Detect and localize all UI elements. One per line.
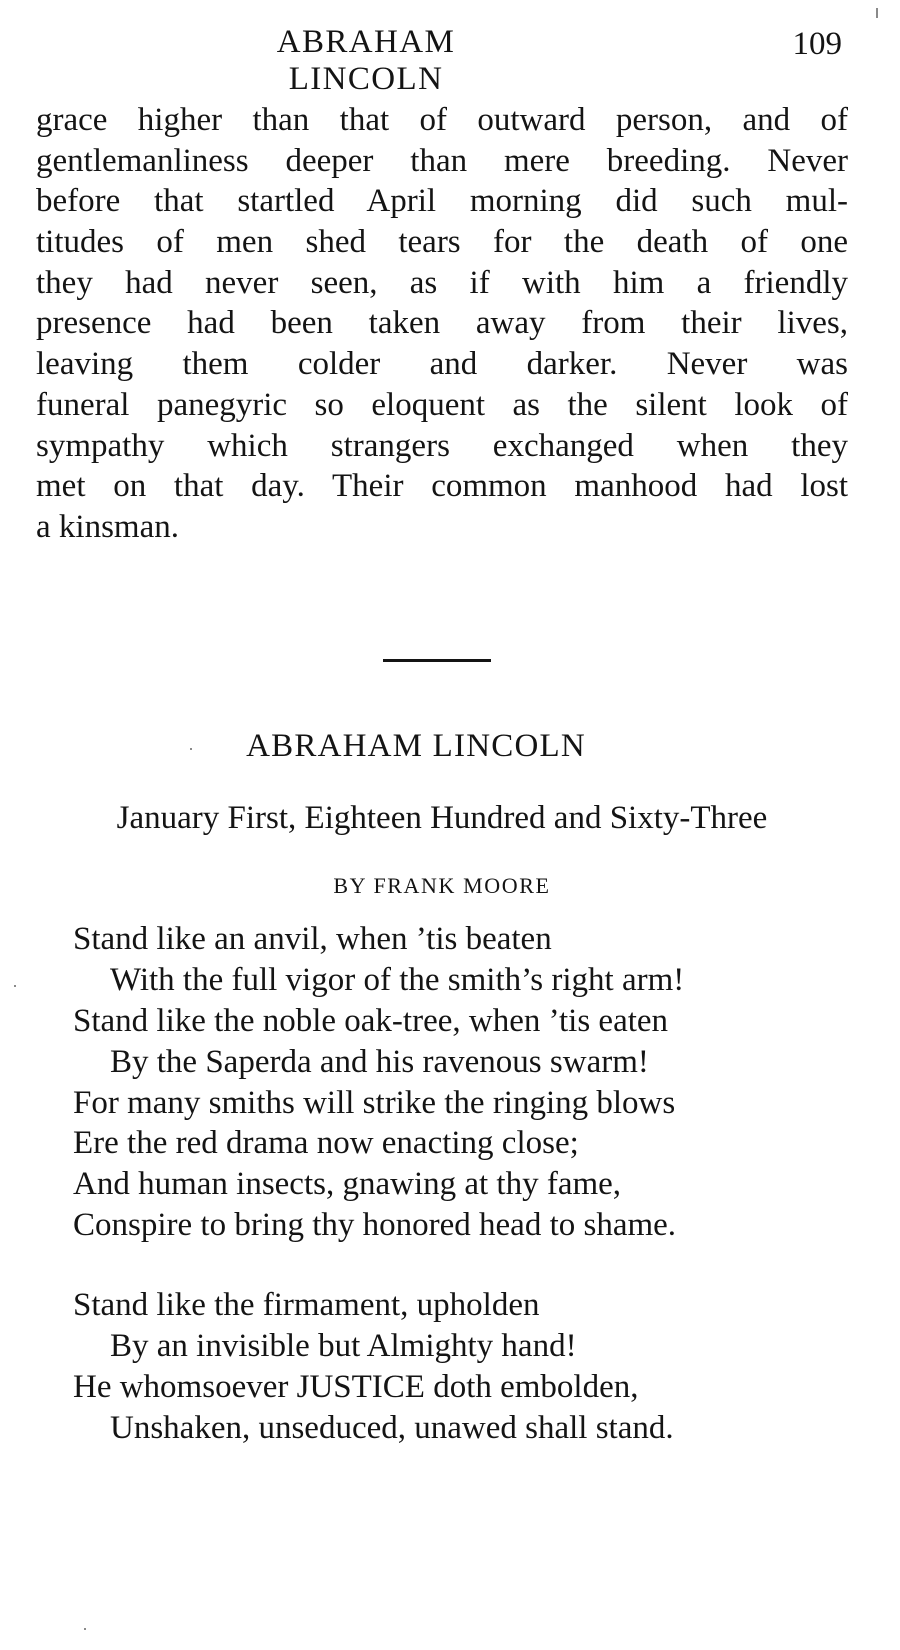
poem-byline: BY FRANK MOORE: [333, 873, 551, 898]
prose-line: grace higher than that of outward person, and of: [36, 102, 848, 138]
running-head: [36, 24, 848, 97]
verse-line: For many smiths will strike the ringing blows: [73, 1084, 676, 1121]
scan-speck: [876, 8, 878, 18]
verse-line: Conspire to bring thy honored head to shame.: [73, 1207, 677, 1244]
verse-line: And human insects, gnawing at thy fame,: [73, 1166, 622, 1203]
section-divider: [383, 659, 491, 662]
prose-line: they had never seen, as if with him a friendly: [36, 264, 848, 301]
prose-line: titudes of men shed tears for the death of one: [36, 224, 848, 261]
prose-line: presence had been taken away from their lives,: [36, 305, 848, 342]
verse-line: Stand like the noble oak-tree, when ’tis eaten: [73, 1002, 669, 1039]
poem-stanza-2: [73, 1285, 848, 1449]
prose-paragraph: [36, 100, 848, 548]
verse-line: With the full vigor of the smith’s right arm!: [110, 961, 685, 998]
verse-line: Unshaken, unseduced, unawed shall stand.: [110, 1409, 674, 1446]
prose-line: a kinsman.: [36, 508, 179, 545]
page-number: 109: [792, 26, 842, 62]
scan-speck: [14, 985, 16, 987]
verse-line: He whomsoever JUSTICE doth embolden,: [73, 1368, 639, 1405]
scan-speck: [84, 1628, 86, 1630]
poem-stanza-1: [73, 919, 848, 1246]
poem-title: ABRAHAM LINCOLN: [246, 728, 586, 764]
verse-line: Stand like an anvil, when ’tis beaten: [73, 921, 552, 957]
prose-line: gentlemanliness deeper than mere breeding. Never: [36, 142, 848, 179]
verse-line: Stand like the firmament, upholden: [73, 1287, 540, 1323]
scan-speck: [190, 748, 192, 750]
prose-line: leaving them colder and darker. Never was: [36, 346, 848, 383]
prose-line: sympathy which strangers exchanged when they: [36, 427, 848, 464]
prose-line: before that startled April morning did such mul-: [36, 183, 848, 220]
verse-line: Ere the red drama now enacting close;: [73, 1125, 579, 1162]
running-title: ABRAHAM LINCOLN: [276, 24, 456, 97]
prose-line: met on that day. Their common manhood had lost: [36, 468, 848, 505]
verse-line: By the Saperda and his ravenous swarm!: [110, 1043, 649, 1080]
prose-line: funeral panegyric so eloquent as the silent look of: [36, 386, 848, 423]
verse-line: By an invisible but Almighty hand!: [110, 1327, 577, 1364]
poem-subtitle: January First, Eighteen Hundred and Sixty-Three: [116, 800, 768, 836]
